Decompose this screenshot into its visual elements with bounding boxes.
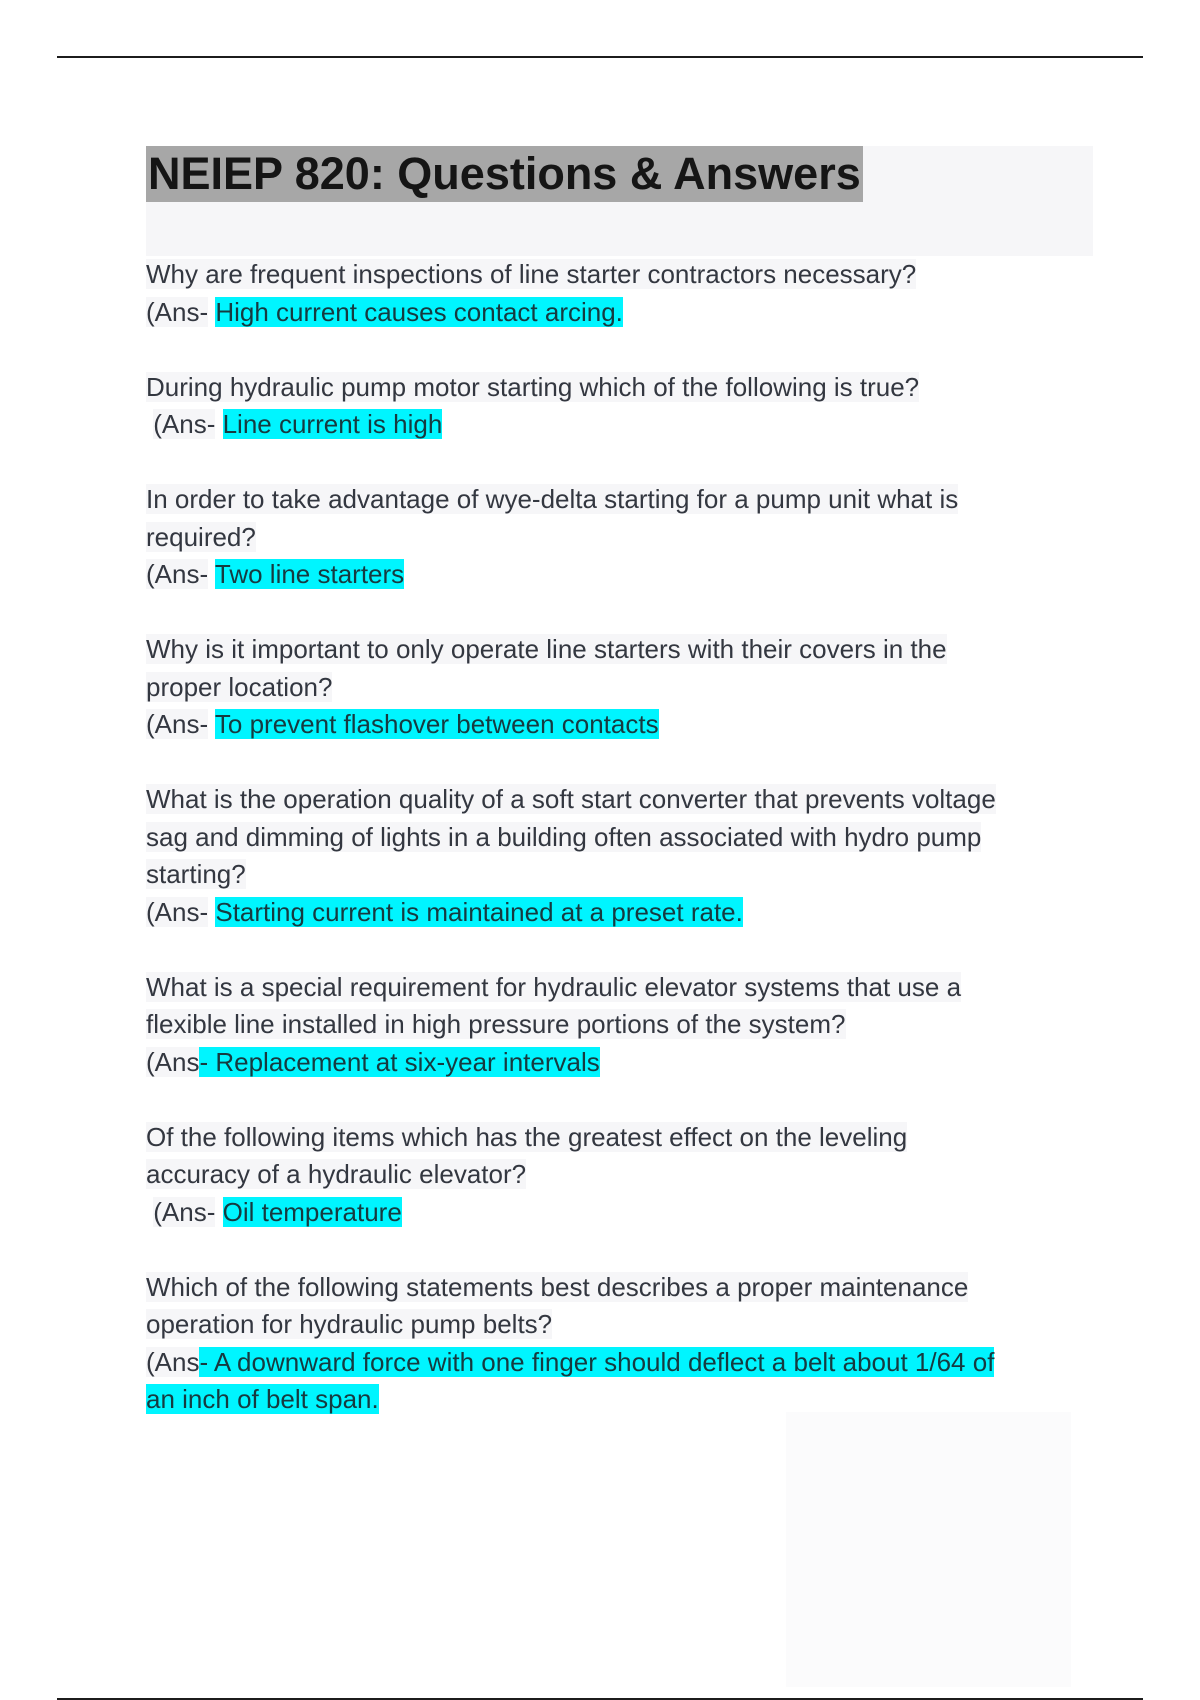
answer-highlight: an inch of belt span. xyxy=(146,1384,379,1414)
question-line: In order to take advantage of wye-delta starting for a pump unit what is xyxy=(146,484,959,514)
question-line: During hydraulic pump motor starting which of the following is true? xyxy=(146,371,920,402)
question-line: starting? xyxy=(146,859,246,889)
top-rule xyxy=(57,56,1143,58)
answer-highlight: Line current is high xyxy=(222,409,443,439)
answer-line xyxy=(146,294,1086,332)
question-line: What is a special requirement for hydraulic elevator systems that use a xyxy=(146,971,962,1002)
qa-item-7 xyxy=(146,1119,1086,1232)
question-line: proper location? xyxy=(146,671,333,702)
question-line: sag and dimming of lights in a building often associated with hydro pump xyxy=(146,821,982,852)
answer-line xyxy=(146,894,1086,932)
qa-item-2 xyxy=(146,369,1086,444)
answer-prefix: (Ans- xyxy=(153,409,216,439)
answer-line xyxy=(146,1344,1086,1382)
answer-line xyxy=(146,406,1086,444)
answer-prefix: (Ans- xyxy=(153,1196,216,1227)
blank-box xyxy=(786,1412,1071,1687)
question-line: Of the following items which has the greatest effect on the leveling xyxy=(146,1121,908,1152)
question-line: What is the operation quality of a soft start converter that prevents voltage xyxy=(146,784,996,814)
answer-line xyxy=(146,1044,1086,1082)
answer-prefix: (Ans xyxy=(146,1346,200,1377)
answer-highlight: To prevent flashover between contacts xyxy=(214,709,659,739)
answer-highlight: Oil temperature xyxy=(222,1196,402,1227)
qa-item-3 xyxy=(146,481,1086,594)
answer-highlight: - Replacement at six-year intervals xyxy=(199,1046,600,1077)
answer-line xyxy=(146,1194,1086,1232)
question-line: operation for hydraulic pump belts? xyxy=(146,1309,553,1339)
question-line: required? xyxy=(146,521,256,552)
answer-line xyxy=(146,706,1086,744)
qa-item-1 xyxy=(146,256,1086,331)
qa-item-6 xyxy=(146,969,1086,1082)
answer-prefix: (Ans- xyxy=(146,559,209,589)
answer-highlight: - A downward force with one finger should deflect a belt about 1/64 of xyxy=(199,1346,995,1377)
question-line: flexible line installed in high pressure portions of the system? xyxy=(146,1009,846,1039)
answer-highlight: Two line starters xyxy=(214,559,405,589)
page-title: NEIEP 820: Questions & Answers xyxy=(146,146,863,202)
question-line: accuracy of a hydraulic elevator? xyxy=(146,1159,527,1189)
question-line: Why is it important to only operate line starters with their covers in the xyxy=(146,634,947,664)
answer-prefix: (Ans- xyxy=(146,896,209,927)
answer-prefix: (Ans- xyxy=(146,296,209,327)
answer-highlight: Starting current is maintained at a preset rate. xyxy=(215,896,743,927)
answer-highlight: High current causes contact arcing. xyxy=(215,296,623,327)
answer-prefix: (Ans- xyxy=(146,709,209,739)
question-line: Why are frequent inspections of line starter contractors necessary? xyxy=(146,259,917,289)
qa-item-8 xyxy=(146,1269,1086,1419)
answer-line xyxy=(146,556,1086,594)
answer-prefix: (Ans xyxy=(146,1046,200,1077)
qa-item-4 xyxy=(146,631,1086,744)
qa-list xyxy=(146,256,1086,1456)
question-line: Which of the following statements best describes a proper maintenance xyxy=(146,1271,969,1302)
qa-item-5 xyxy=(146,781,1086,931)
